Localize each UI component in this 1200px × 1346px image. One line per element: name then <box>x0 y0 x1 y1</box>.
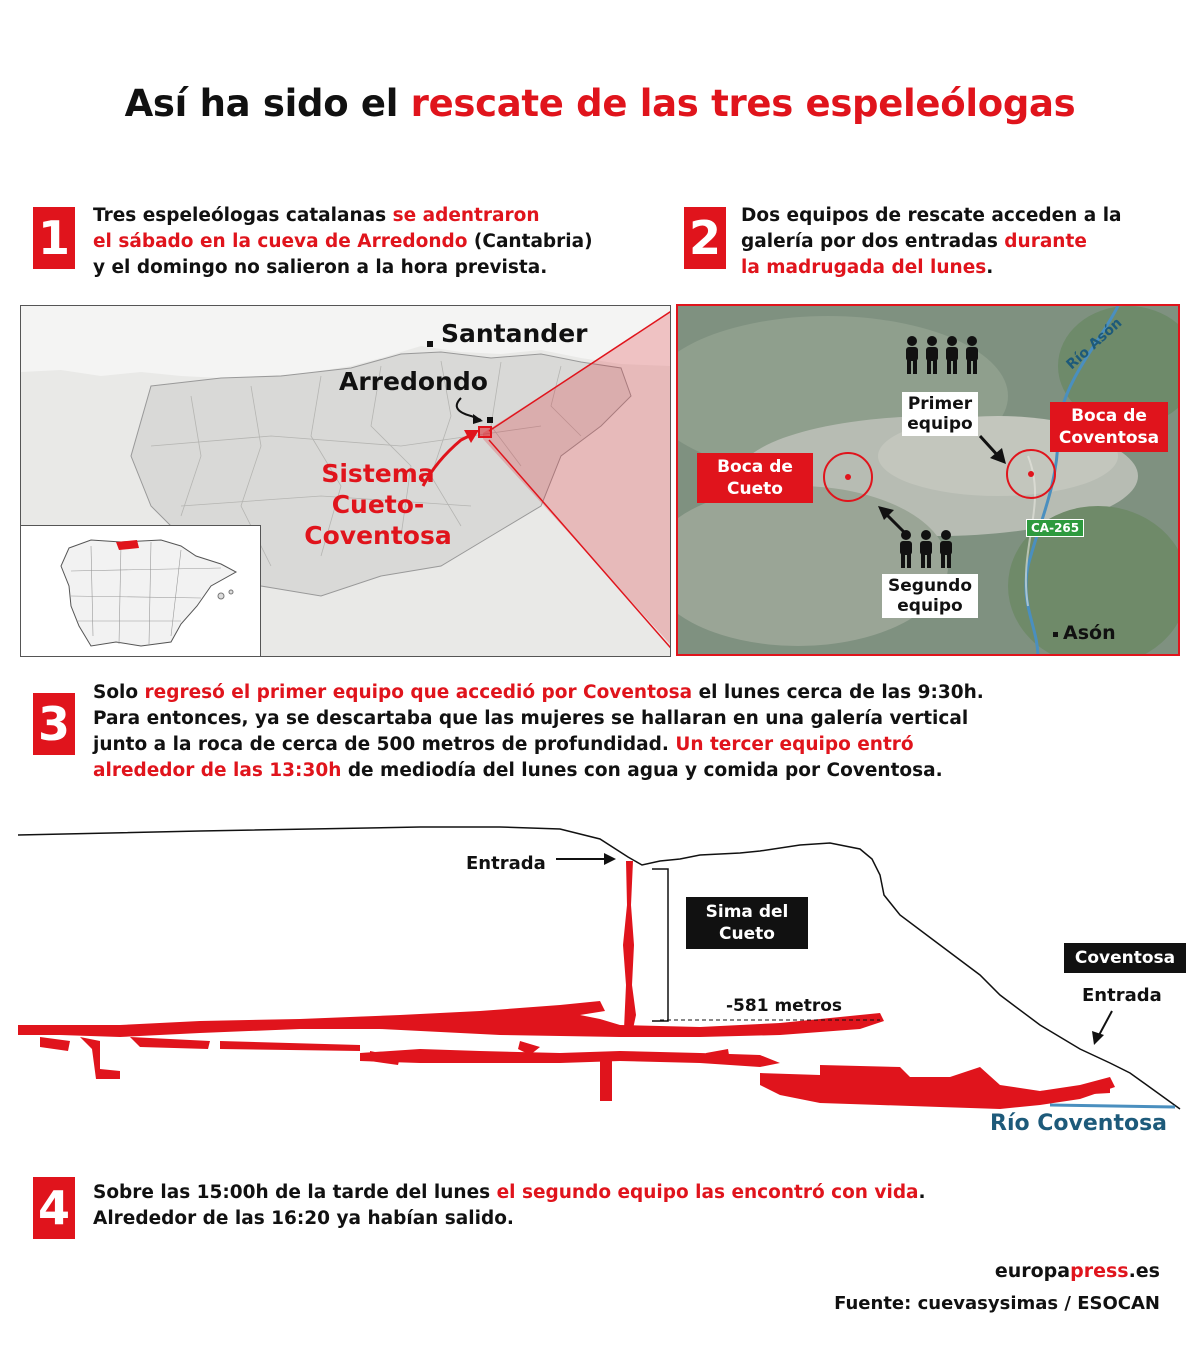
step-1-segment: el sábado en la cueva de Arredondo <box>93 231 468 252</box>
step-4-segment: el segundo equipo las encontró con vida <box>496 1182 919 1203</box>
step-4-segment: . <box>918 1182 926 1203</box>
step-4-segment: Alrededor de las 16:20 ya habían salido. <box>93 1208 514 1229</box>
coventosa-label: Coventosa <box>1064 943 1186 973</box>
step-3-text <box>93 680 1183 784</box>
cave-profile-diagram <box>0 815 1200 1125</box>
step-2-segment: durante <box>1004 231 1087 252</box>
step-1-segment: y el domingo no salieron a la hora prevista. <box>93 257 548 278</box>
rio-ason-label: Río Asón <box>1063 315 1126 373</box>
step-2-segment: . <box>986 257 994 278</box>
step-2-segment: la madrugada del lunes <box>741 257 987 278</box>
step-1-segment: Tres espeleólogas catalanas <box>93 205 393 226</box>
step-2-text <box>741 203 1181 281</box>
source-credit: Fuente: cuevasysimas / ESOCAN <box>834 1293 1160 1314</box>
step-4-text <box>93 1180 1093 1232</box>
step-3-segment: Para entonces, ya se descartaba que las mujeres se hallaran en una galería vertical <box>93 708 969 729</box>
step-1-segment: se adentraron <box>392 205 540 226</box>
page-title <box>0 82 1200 125</box>
step-3-segment: el lunes cerca de las 9:30h. <box>692 682 984 703</box>
sistema-label: Sistema Cueto-Coventosa <box>304 459 452 550</box>
step-3-segment: regresó el primer equipo que accedió por Coventosa <box>144 682 693 703</box>
step-3-segment: Un tercer equipo entró <box>675 734 914 755</box>
entrada-coventosa-label: Entrada <box>1082 985 1162 1006</box>
satellite-map <box>676 304 1180 656</box>
step-2-segment: Dos equipos de rescate acceden a la <box>741 205 1122 226</box>
boca-coventosa-label: Boca de Coventosa <box>1050 402 1168 452</box>
step-3-segment: Solo <box>93 682 145 703</box>
road-badge: CA-265 <box>1026 519 1084 537</box>
step-4-badge: 4 <box>33 1177 75 1239</box>
ason-label: Asón <box>1063 622 1116 644</box>
spain-inset-map <box>21 525 261 657</box>
step-1-badge: 1 <box>33 207 75 269</box>
step-2-segment: galería por dos entradas <box>741 231 1005 252</box>
rio-coventosa-label: Río Coventosa <box>990 1111 1168 1136</box>
spain-outline <box>21 526 260 657</box>
boca-cueto-label: Boca de Cueto <box>697 453 813 503</box>
brand-logo: europapress.es <box>994 1260 1160 1282</box>
segundo-equipo-label: Segundo equipo <box>882 574 978 618</box>
step-1-segment: (Cantabria) <box>467 231 593 252</box>
entrada-cueto-label: Entrada <box>466 853 546 874</box>
sima-cueto-label: Sima del Cueto <box>686 897 808 949</box>
santander-label: Santander <box>441 319 588 348</box>
primer-equipo-label: Primer equipo <box>902 392 978 436</box>
title-prefix: Así ha sido el <box>124 82 411 125</box>
step-3-segment: de mediodía del lunes con agua y comida por Coventosa. <box>341 760 943 781</box>
title-highlight: rescate de las tres espeleólogas <box>410 82 1076 125</box>
step-3-segment: alrededor de las 13:30h <box>93 760 342 781</box>
depth-label: -581 metros <box>726 996 843 1016</box>
step-4-segment: Sobre las 15:00h de la tarde del lunes <box>93 1182 497 1203</box>
arredondo-label: Arredondo <box>339 367 488 396</box>
step-1-text <box>93 203 633 281</box>
step-2-badge: 2 <box>684 207 726 269</box>
step-3-badge: 3 <box>33 693 75 755</box>
step-3-segment: junto a la roca de cerca de 500 metros de profundidad. <box>93 734 676 755</box>
cantabria-map <box>20 305 671 657</box>
